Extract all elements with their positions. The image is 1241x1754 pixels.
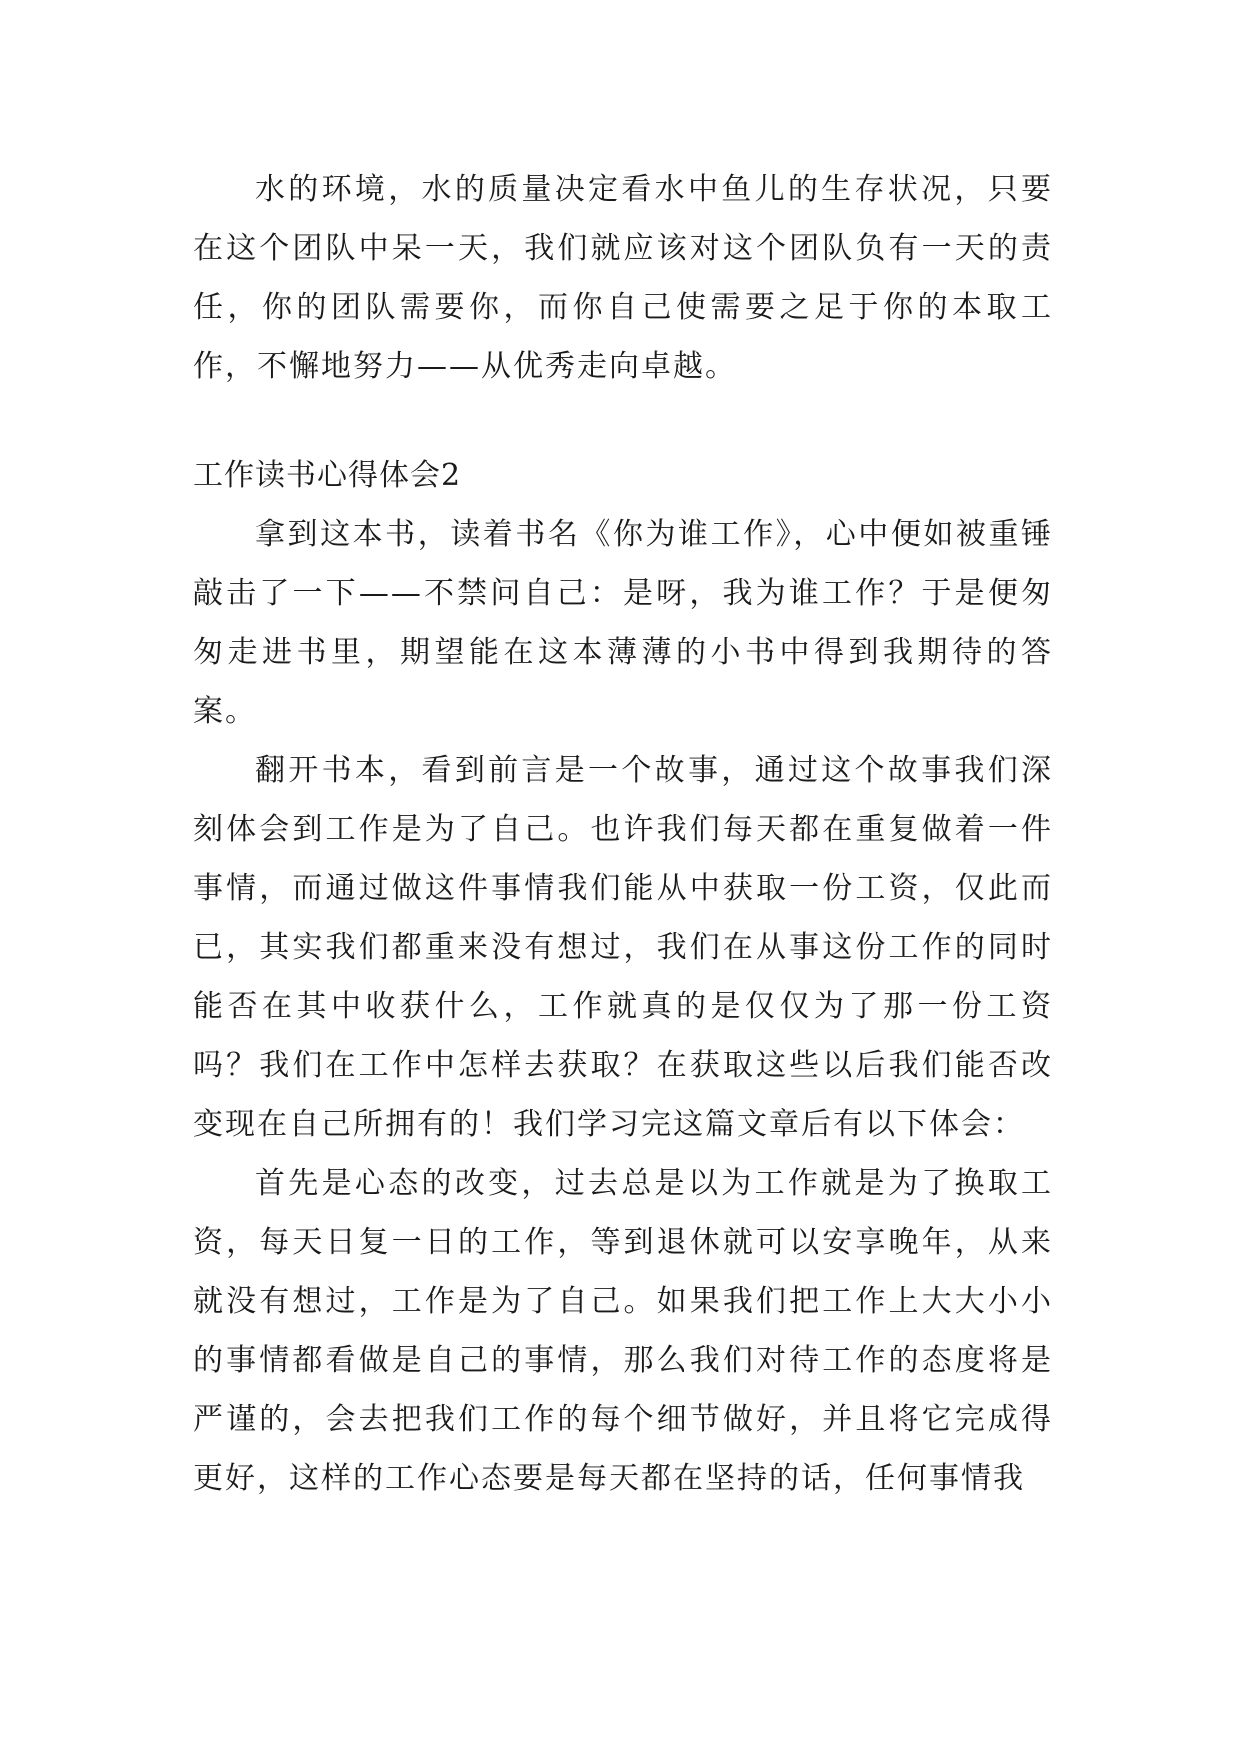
document-body [193,160,1053,1508]
paragraph-2: 翻开书本，看到前言是一个故事，通过这个故事我们深刻体会到工作是为了自己。也许我们每天都在重复做着一件事情，而通过做这件事情我们能从中获取一份工资，仅此而已，其实我们都重来没有想过，我们在从事这份工作的同时能否在其中收获什么，工作就真的是仅仅为了那一份工资吗？我们在工作中怎样去获取？在获取这些以后我们能否改变现在自己所拥有的！我们学习完这篇文章后有以下体会： [193,753,1053,1142]
paragraph-1: 拿到这本书，读着书名《你为谁工作》，心中便如被重锤敲击了一下——不禁问自己：是呀，我为谁工作？于是便匆匆走进书里，期望能在这本薄薄的小书中得到我期待的答案。 [193,517,1053,729]
paragraph-3: 首先是心态的改变，过去总是以为工作就是为了换取工资，每天日复一日的工作，等到退休就可以安享晚年，从来就没有想过，工作是为了自己。如果我们把工作上大大小小的事情都看做是自己的事情，那么我们对待工作的态度将是严谨的，会去把我们工作的每个细节做好，并且将它完成得更好，这样的工作心态要是每天都在坚持的话，任何事情我 [193,1166,1053,1496]
section-heading: 工作读书心得体会2 [193,458,462,493]
paragraph-intro: 水的环境，水的质量决定看水中鱼儿的生存状况，只要在这个团队中呆一天，我们就应该对这个团队负有一天的责任，你的团队需要你，而你自己使需要之足于你的本取工作，不懈地努力——从优秀走向卓越。 [193,172,1053,384]
